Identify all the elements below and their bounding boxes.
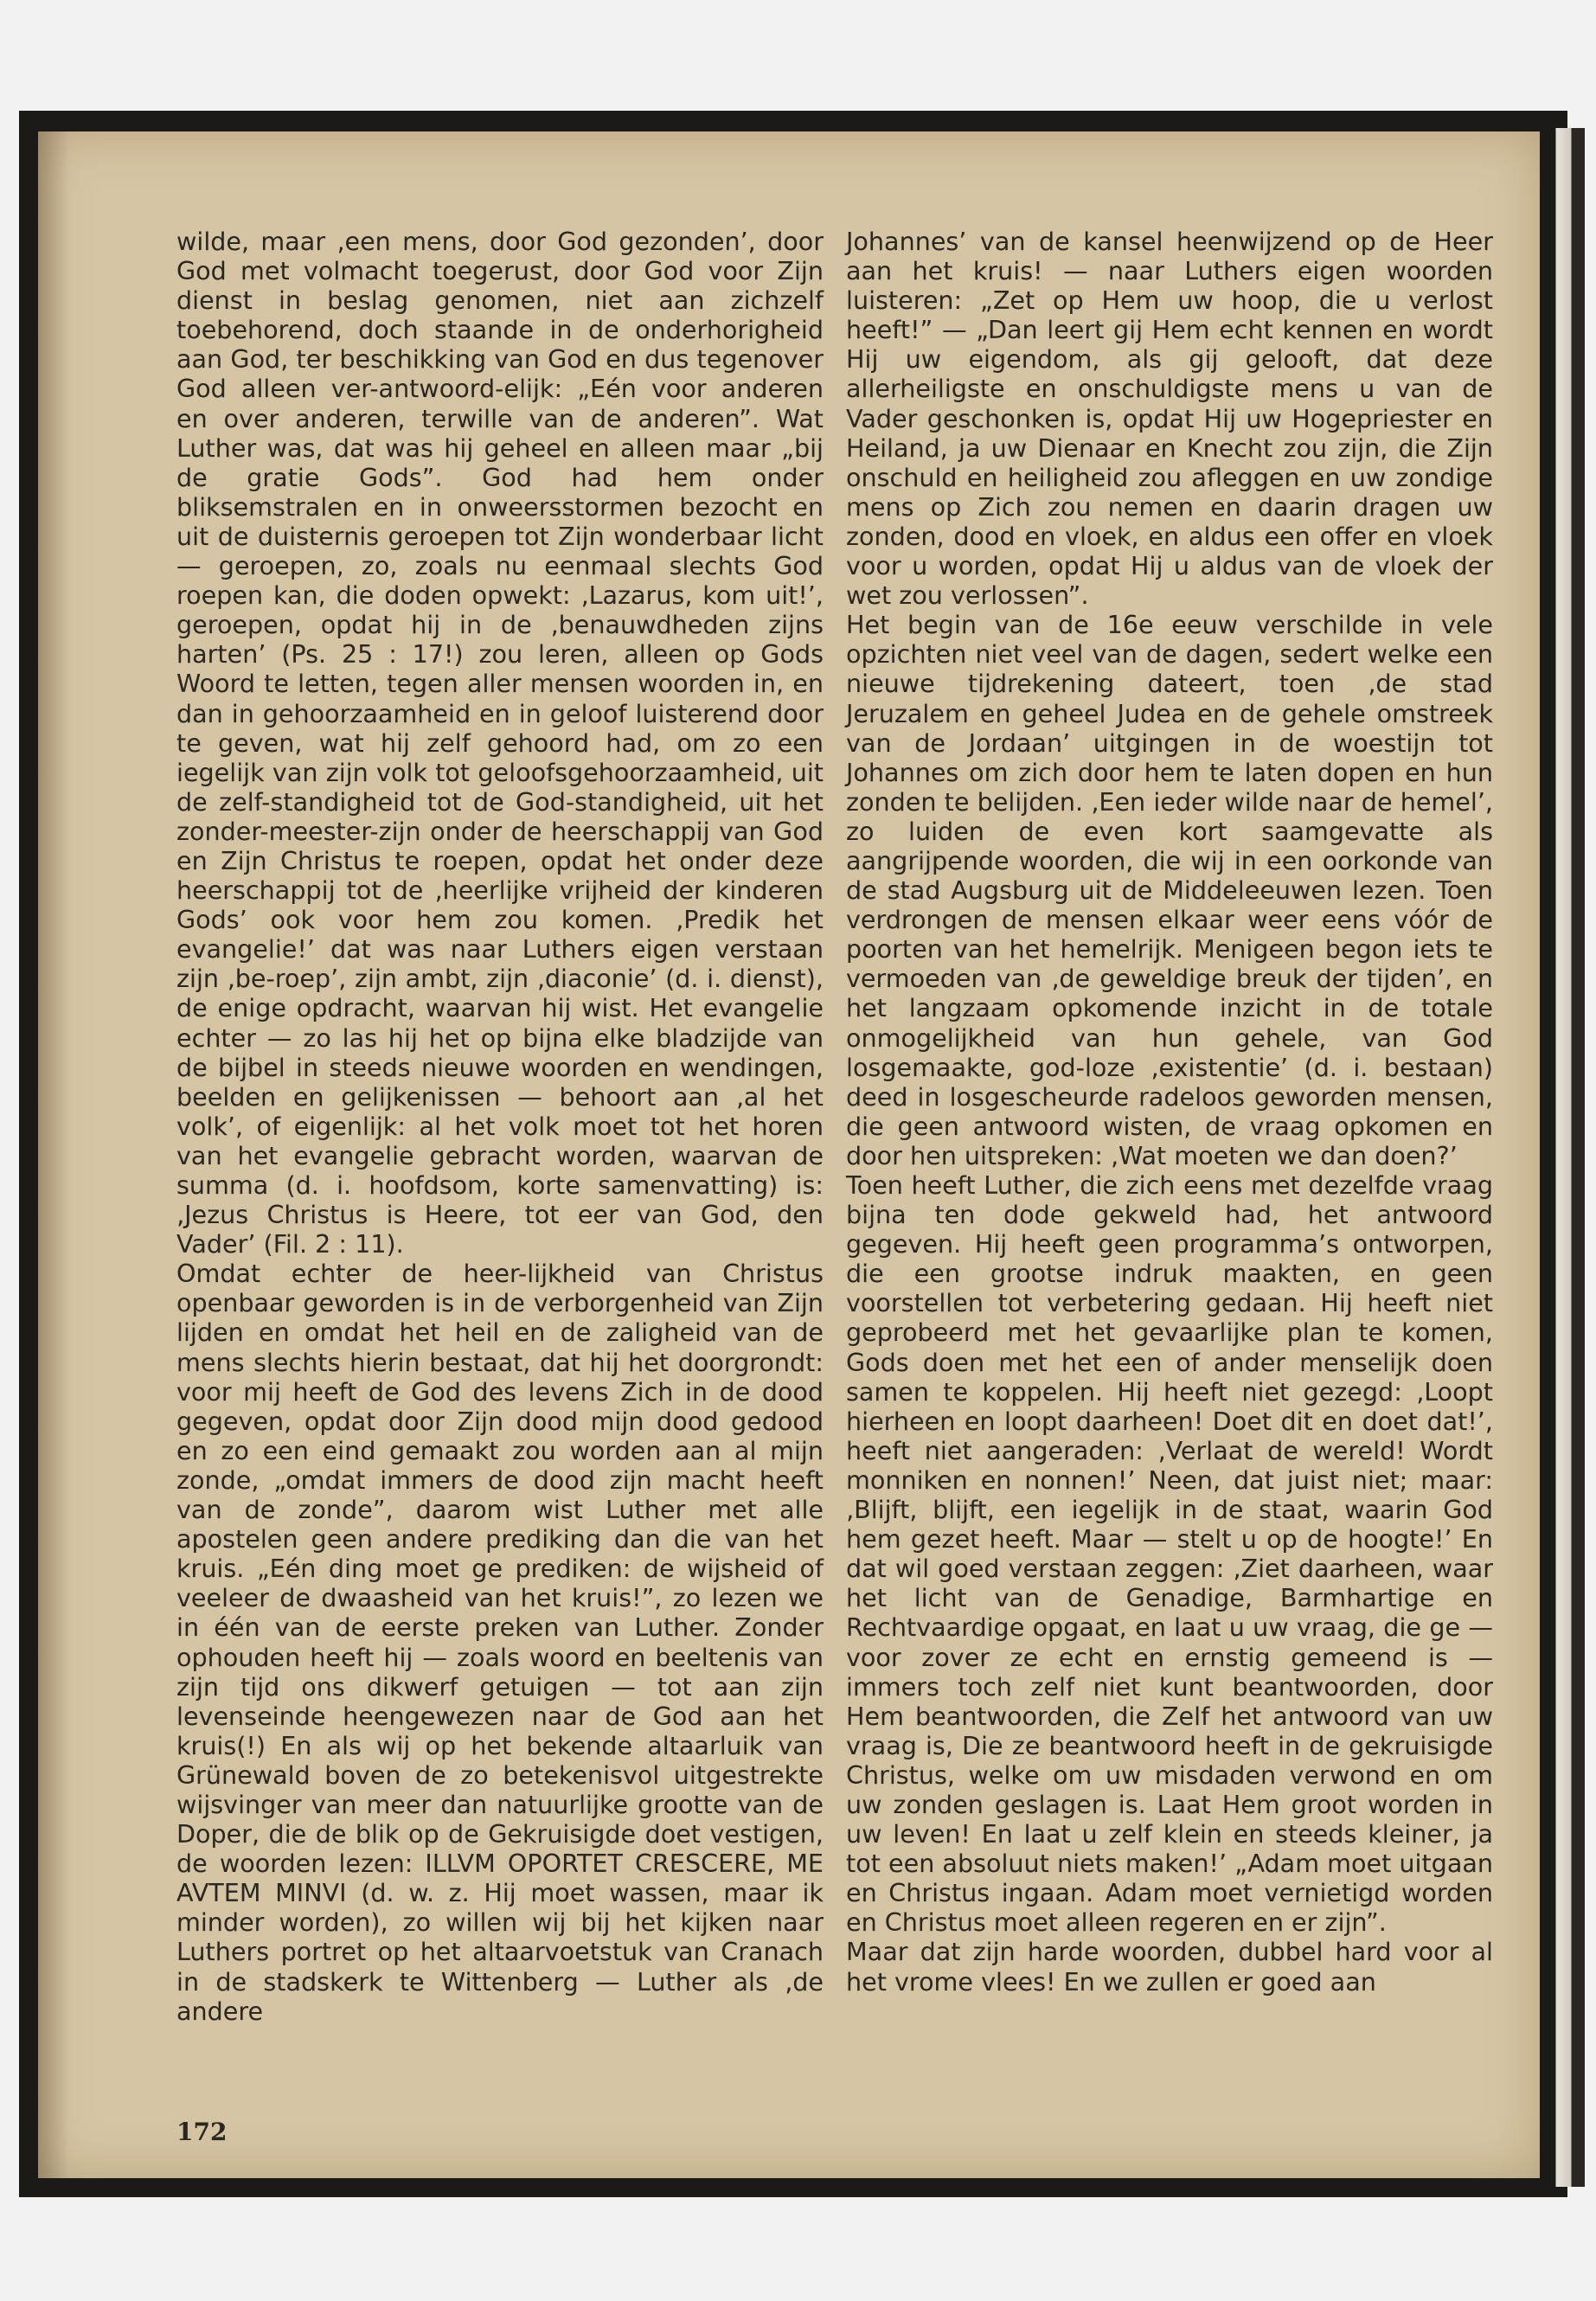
paragraph: Toen heeft Luther, die zich eens met dezelfde vraag bijna ten dode gekweld had, het antwoord gegeven. Hij heeft geen programma’s ontworpen, die een grootse indruk maakten, en geen voorstellen tot verbetering gedaan. Hij heeft niet geprobeerd met het gevaarlijke plan te komen, Gods doen met het een of ander menselijk doen samen te koppelen. Hij heeft niet gezegd: ‚Loopt hierheen en loopt daarheen! Doet dit en doet dat!’, heeft niet aangeraden: ‚Verlaat de wereld! Wordt monniken en nonnen!’ Neen, dat juist niet; maar: ‚Blijft, blijft, een iegelijk in de staat, waarin God hem gezet heeft. Maar — stelt u op de hoogte!’ En dat wil goed verstaan zeggen: ‚Ziet daarheen, waar het licht van de Genadige, Barmhartige en Rechtvaardige opgaat, en laat u uw vraag, die ge — voor zover ze echt en ernstig gemeend is — immers toch zelf niet kunt beantwoorden, door Hem beantwoorden, die Zelf het antwoord van uw vraag is, Die ze beantwoord heeft in de gekruisigde Christus, welke om uw misdaden verwond en om uw zonden geslagen is. Laat Hem groot worden in uw leven! En laat u zelf klein en steeds kleiner, ja tot een absoluut niets maken!’ „Adam moet uitgaan en Christus ingaan. Adam moet vernietigd worden en Christus moet alleen regeren en er zijn”. xyxy=(846,1170,1493,1938)
page-number: 172 xyxy=(176,2118,228,2146)
paragraph: wilde, maar ‚een mens, door God gezonden’, door God met volmacht toegerust, door God voor Zijn dienst in beslag genomen, niet aan zichzelf toebehorend, doch staande in de onderhorigheid aan God, ter beschikking van God en dus tegenover God alleen ver-antwoord-elijk: „Eén voor anderen en over anderen, terwille van de anderen”. Wat Luther was, dat was hij geheel en alleen maar „bij de gratie Gods”. God had hem onder bliksemstralen en in onweersstormen bezocht en uit de duisternis geroepen tot Zijn wonderbaar licht — geroepen, zo, zoals nu eenmaal slechts God roepen kan, die doden opwekt: ‚Lazarus, kom uit!’, geroepen, opdat hij in de ‚benauwdheden zijns harten’ (Ps. 25 : 17!) zou leren, alleen op Gods Woord te letten, tegen aller mensen woorden in, en dan in gehoorzaamheid en in geloof luisterend door te geven, wat hij zelf gehoord had, om zo een iegelijk van zijn volk tot geloofsgehoorzaamheid, uit de zelf-standigheid tot de God-standigheid, uit het zonder-meester-zijn onder de heerschappij van God en Zijn Christus te roepen, opdat het onder deze heerschappij tot de ‚heerlijke vrijheid der kinderen Gods’ ook voor hem zou komen. ‚Predik het evangelie!’ dat was naar Luthers eigen verstaan zijn ‚be-roep’, zijn ambt, zijn ‚diaconie’ (d. i. dienst), de enige opdracht, waarvan hij wist. Het evangelie echter — zo las hij het op bijna elke bladzijde van de bijbel in steeds nieuwe woorden en wendingen, beelden en gelijkenissen — behoort aan ‚al het volk’, of eigenlijk: al het volk moet tot het horen van het evangelie gebracht worden, waarvan de summa (d. i. hoofdsom, korte samenvatting) is: ‚Jezus Christus is Heere, tot eer van God, den Vader’ (Fil. 2 : 11). xyxy=(176,227,824,1259)
right-text-column xyxy=(846,227,1493,1997)
paragraph: Johannes’ van de kansel heenwijzend op de Heer aan het kruis! — naar Luthers eigen woorden luisteren: „Zet op Hem uw hoop, die u verlost heeft!” — „Dan leert gij Hem echt kennen en wordt Hij uw eigendom, als gij gelooft, dat deze allerheiligste en onschuldigste mens u van de Vader geschonken is, opdat Hij uw Hogepriester en Heiland, ja uw Dienaar en Knecht zou zijn, die Zijn onschuld en heiligheid zou afleggen en uw zondige mens op Zich zou nemen en daarin dragen uw zonden, dood en vloek, en aldus een offer en vloek voor u worden, opdat Hij u aldus van de vloek der wet zou verlossen”. xyxy=(846,227,1493,611)
paragraph: Het begin van de 16e eeuw verschilde in vele opzichten niet veel van de dagen, sedert welke een nieuwe tijdrekening dateert, toen ‚de stad Jeruzalem en geheel Judea en de gehele omstreek van de Jordaan’ uitgingen in de woestijn tot Johannes om zich door hem te laten dopen en hun zonden te belijden. ‚Een ieder wilde naar de hemel’, zo luiden de even kort saamgevatte als aangrijpende woorden, die wij in een oorkonde van de stad Augsburg uit de Middeleeuwen lezen. Toen verdrongen de mensen elkaar weer eens vóór de poorten van het hemelrijk. Menigeen begon iets te vermoeden van ‚de geweldige breuk der tijden’, en het langzaam opkomende inzicht in de totale onmogelijkheid van hun gehele, van God losgemaakte, god-loze ‚existentie’ (d. i. bestaan) deed in losgescheurde radeloos geworden mensen, die geen antwoord wisten, de vraag opkomen en door hen uitspreken: ‚Wat moeten we dan doen?’ xyxy=(846,610,1493,1170)
paragraph: Maar dat zijn harde woorden, dubbel hard voor al het vrome vlees! En we zullen er goed aan xyxy=(846,1937,1493,1997)
left-text-column xyxy=(176,227,824,2026)
paragraph: Omdat echter de heer-lijkheid van Christus openbaar geworden is in de verborgenheid van Zijn lijden en omdat het heil en de zaligheid van de mens slechts hierin bestaat, dat hij het doorgrondt: voor mij heeft de God des levens Zich in de dood gegeven, opdat door Zijn dood mijn dood gedood en zo een eind gemaakt zou worden aan al mijn zonde, „omdat immers de dood zijn macht heeft van de zonde”, daarom wist Luther met alle apostelen geen andere prediking dan die van het kruis. „Eén ding moet ge prediken: de wijsheid of veeleer de dwaasheid van het kruis!”, zo lezen we in één van de eerste preken van Luther. Zonder ophouden heeft hij — zoals woord en beeltenis van zijn tijd ons dikwerf getuigen — tot aan zijn levenseinde heengewezen naar de God aan het kruis(!) En als wij op het bekende altaarluik van Grünewald boven de zo betekenisvol uitgestrekte wijsvinger van meer dan natuurlijke grootte van de Doper, die de blik op de Gekruisigde doet vestigen, de woorden lezen: ILLVM OPORTET CRESCERE, ME AVTEM MINVI (d. w. z. Hij moet wassen, maar ik minder worden), zo willen wij bij het kijken naar Luthers portret op het altaarvoetstuk van Cranach in de stadskerk te Wittenberg — Luther als ‚de andere xyxy=(176,1259,824,2026)
